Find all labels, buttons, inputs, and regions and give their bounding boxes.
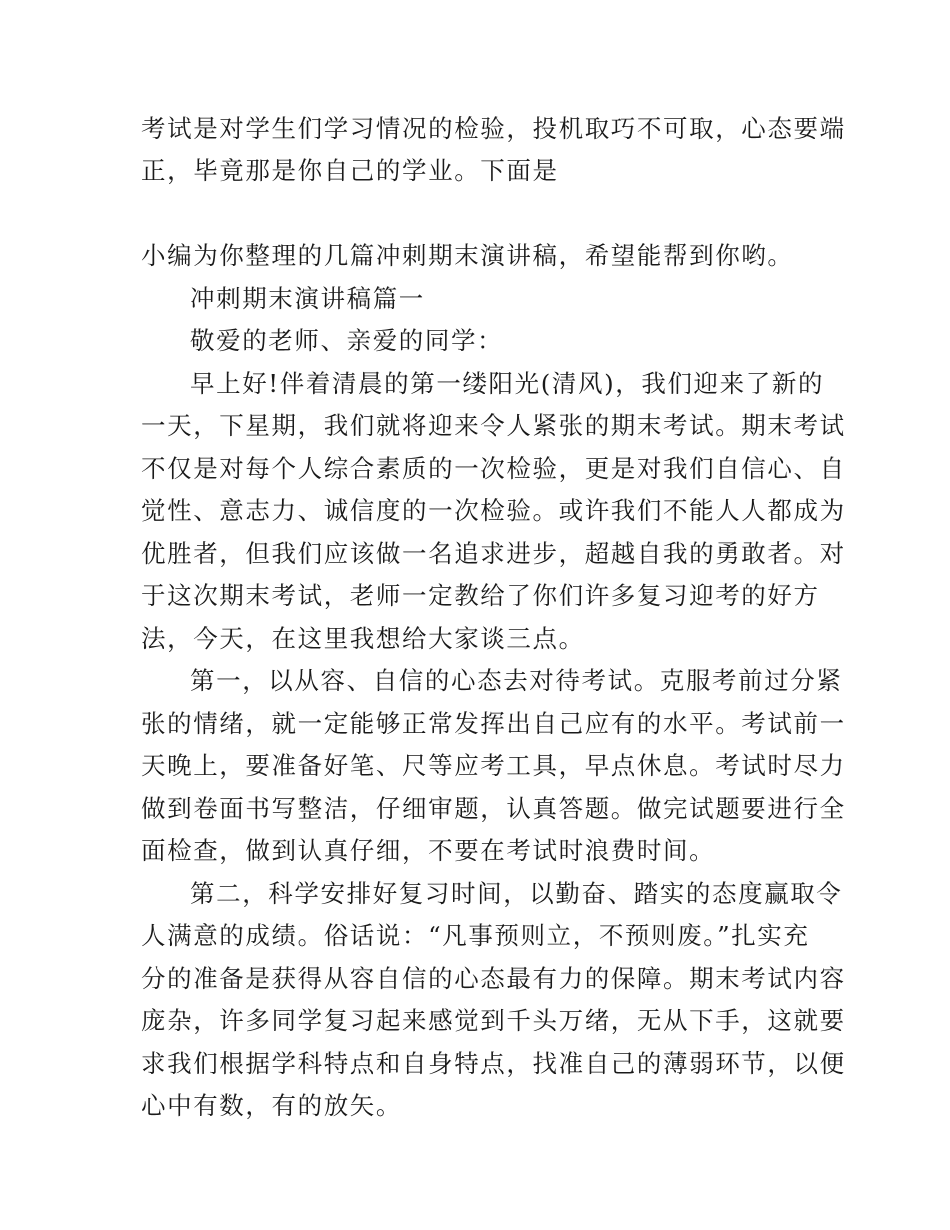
paragraph-line: 分的准备是获得从容自信的心态最有力的保障。期末考试内容 bbox=[141, 964, 846, 993]
paragraph-line: 一天，下星期，我们就将迎来令人紧张的期末考试。期末考试 bbox=[141, 411, 846, 440]
paragraph-line: 心中有数，有的放矢。 bbox=[141, 1091, 402, 1120]
intro-line: 考试是对学生们学习情况的检验，投机取巧不可取，心态要端 bbox=[141, 114, 846, 143]
intro-line: 小编为你整理的几篇冲刺期末演讲稿，希望能帮到你哟。 bbox=[141, 241, 794, 270]
paragraph-line: 第二，科学安排好复习时间，以勤奋、踏实的态度赢取令 bbox=[190, 879, 843, 908]
paragraph-line: 张的情绪，就一定能够正常发挥出自己应有的水平。考试前一 bbox=[141, 709, 846, 738]
paragraph-line: 早上好!伴着清晨的第一缕阳光(清风)，我们迎来了新的 bbox=[190, 369, 825, 398]
section-title: 冲刺期末演讲稿篇一 bbox=[190, 284, 425, 313]
paragraph-line: 庞杂，许多同学复习起来感觉到千头万绪，无从下手，这就要 bbox=[141, 1006, 846, 1035]
intro-line: 正，毕竟那是你自己的学业。下面是 bbox=[141, 156, 559, 185]
paragraph-line: 于这次期末考试，老师一定教给了你们许多复习迎考的好方 bbox=[141, 581, 820, 610]
paragraph-line: 觉性、意志力、诚信度的一次检验。或许我们不能人人都成为 bbox=[141, 496, 846, 525]
paragraph-line: 优胜者，但我们应该做一名追求进步，超越自我的勇敢者。对 bbox=[141, 539, 846, 568]
paragraph-line: 做到卷面书写整洁，仔细审题，认真答题。做完试题要进行全 bbox=[141, 794, 846, 823]
paragraph-line: 不仅是对每个人综合素质的一次检验，更是对我们自信心、自 bbox=[141, 454, 846, 483]
paragraph-line: 天晚上，要准备好笔、尺等应考工具，早点休息。考试时尽力 bbox=[141, 751, 846, 780]
paragraph-line: 第一，以从容、自信的心态去对待考试。克服考前过分紧 bbox=[190, 666, 843, 695]
paragraph-line: 人满意的成绩。俗话说：“凡事预则立，不预则废。”扎实充 bbox=[141, 921, 810, 950]
paragraph-line: 法，今天，在这里我想给大家谈三点。 bbox=[141, 624, 585, 653]
paragraph-line: 求我们根据学科特点和自身特点，找准自己的薄弱环节，以便 bbox=[141, 1049, 846, 1078]
paragraph-line: 面检查，做到认真仔细，不要在考试时浪费时间。 bbox=[141, 836, 716, 865]
salutation: 敬爱的老师、亲爱的同学： bbox=[190, 326, 504, 355]
